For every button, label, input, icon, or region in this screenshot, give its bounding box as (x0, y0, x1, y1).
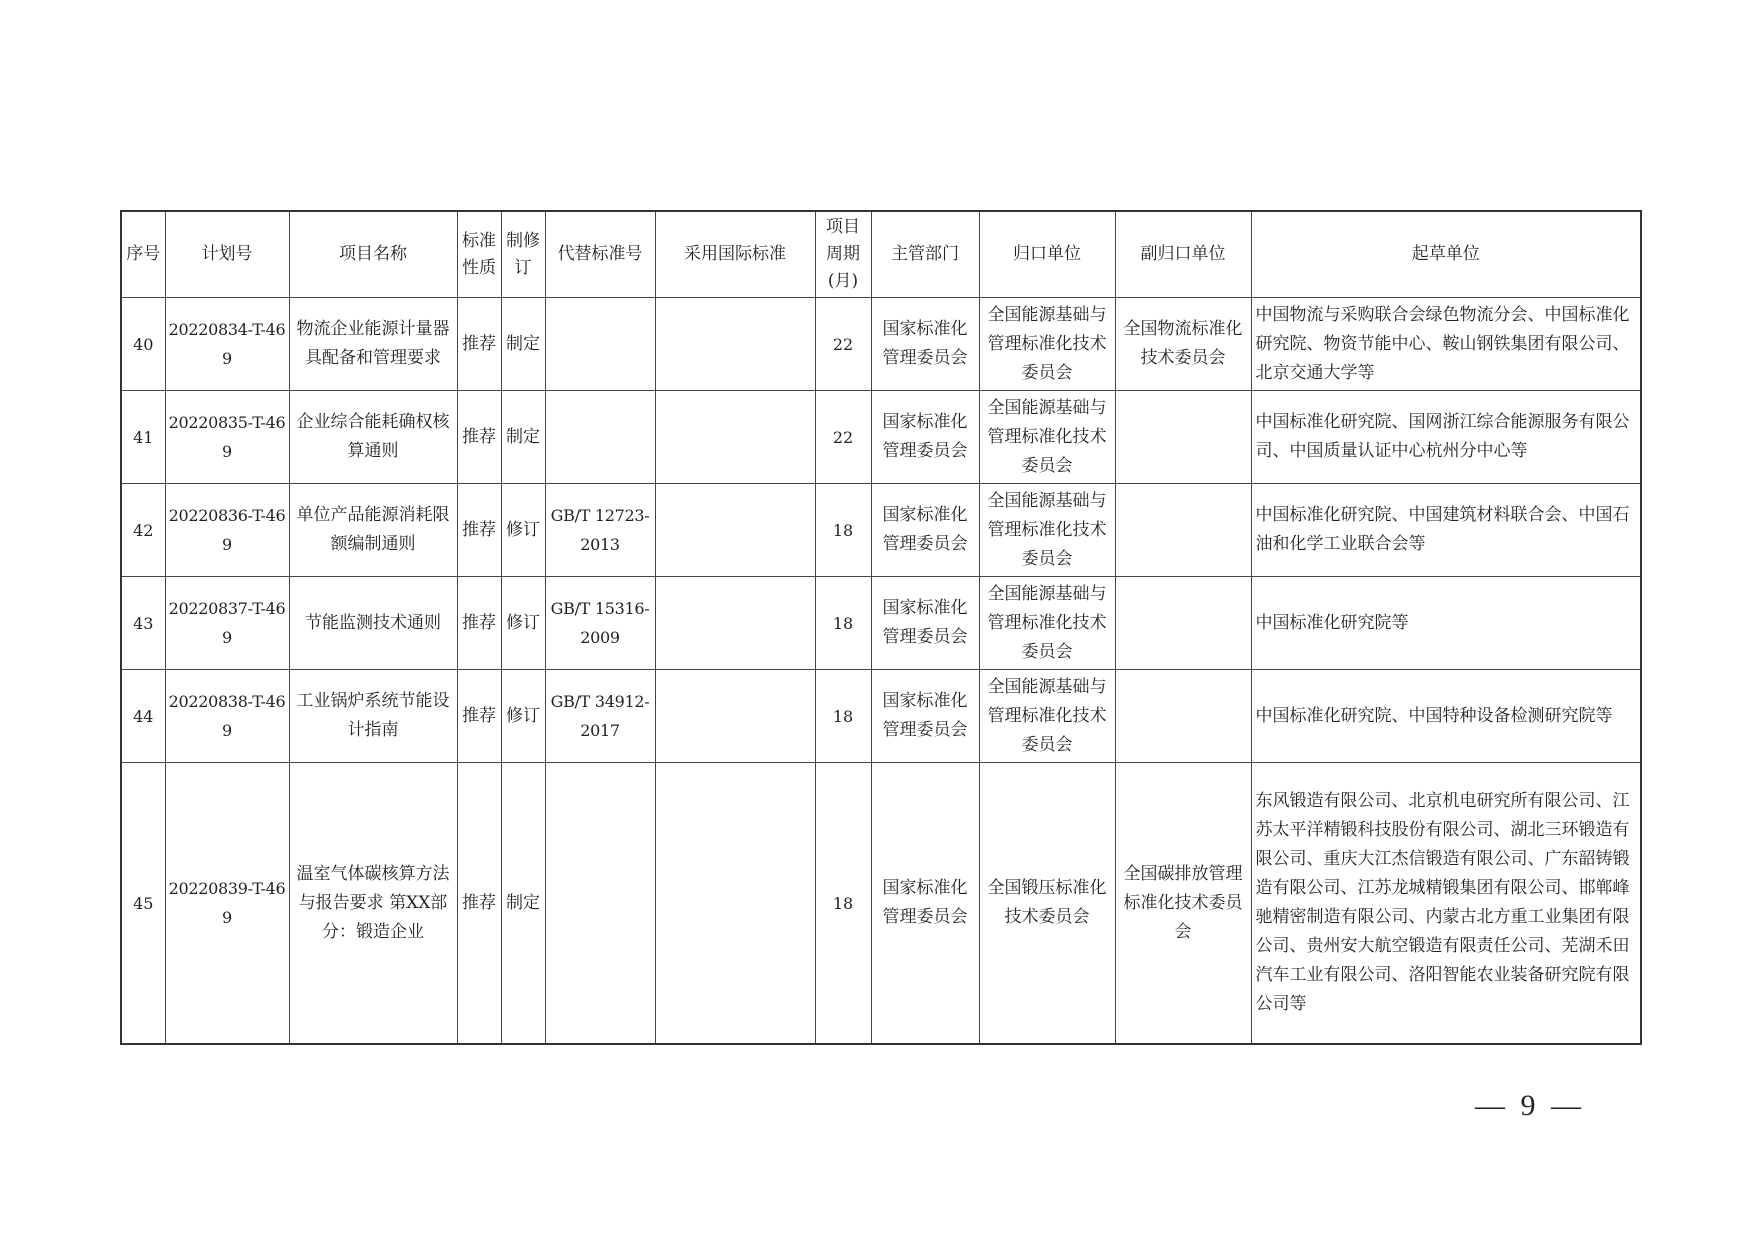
cell-revision-type: 修订 (501, 484, 545, 577)
table-row (121, 577, 1641, 670)
header-project-name: 项目名称 (289, 211, 457, 298)
cell-replaced-standard: GB/T 15316-2009 (545, 577, 655, 670)
cell-replaced-standard (545, 763, 655, 1045)
cell-drafting-units: 中国标准化研究院等 (1251, 577, 1641, 670)
cell-revision-type: 制定 (501, 391, 545, 484)
table-row (121, 298, 1641, 391)
cell-centralized-unit: 全国能源基础与管理标准化技术委员会 (979, 577, 1115, 670)
header-replaced-standard: 代替标准号 (545, 211, 655, 298)
cell-vice-centralized-unit: 全国碳排放管理标准化技术委员会 (1115, 763, 1251, 1045)
cell-department: 国家标准化管理委员会 (871, 763, 979, 1045)
cell-period: 18 (815, 763, 871, 1045)
cell-seq: 42 (121, 484, 165, 577)
table-row (121, 391, 1641, 484)
cell-international-standard (655, 670, 815, 763)
cell-revision-type: 制定 (501, 298, 545, 391)
header-nature: 标准性质 (457, 211, 501, 298)
cell-plan-number: 20220836-T-469 (165, 484, 289, 577)
cell-drafting-units: 中国物流与采购联合会绿色物流分会、中国标准化研究院、物资节能中心、鞍山钢铁集团有限公司、北京交通大学等 (1251, 298, 1641, 391)
header-period: 项目周期(月) (815, 211, 871, 298)
cell-seq: 41 (121, 391, 165, 484)
cell-replaced-standard (545, 298, 655, 391)
cell-revision-type: 制定 (501, 763, 545, 1045)
cell-seq: 40 (121, 298, 165, 391)
cell-plan-number: 20220839-T-469 (165, 763, 289, 1045)
cell-plan-number: 20220835-T-469 (165, 391, 289, 484)
table-row (121, 763, 1641, 1045)
cell-centralized-unit: 全国能源基础与管理标准化技术委员会 (979, 391, 1115, 484)
cell-drafting-units: 中国标准化研究院、国网浙江综合能源服务有限公司、中国质量认证中心杭州分中心等 (1251, 391, 1641, 484)
header-row (121, 211, 1641, 298)
cell-vice-centralized-unit (1115, 484, 1251, 577)
cell-nature: 推荐 (457, 577, 501, 670)
cell-plan-number: 20220837-T-469 (165, 577, 289, 670)
cell-centralized-unit: 全国锻压标准化技术委员会 (979, 763, 1115, 1045)
header-vice-centralized-unit: 副归口单位 (1115, 211, 1251, 298)
cell-department: 国家标准化管理委员会 (871, 670, 979, 763)
page-number: — 9 — (1475, 1089, 1585, 1122)
cell-drafting-units: 中国标准化研究院、中国特种设备检测研究院等 (1251, 670, 1641, 763)
cell-department: 国家标准化管理委员会 (871, 577, 979, 670)
cell-centralized-unit: 全国能源基础与管理标准化技术委员会 (979, 298, 1115, 391)
cell-drafting-units: 东风锻造有限公司、北京机电研究所有限公司、江苏太平洋精锻科技股份有限公司、湖北三环锻造有限公司、重庆大江杰信锻造有限公司、广东韶铸锻造有限公司、江苏龙城精锻集团有限公司、邯郸峰驰精密制造有限公司、内蒙古北方重工业集团有限公司、贵州安大航空锻造有限责任公司、芜湖禾田汽车工业有限公司、洛阳智能农业装备研究院有限公司等 (1251, 763, 1641, 1045)
header-drafting-units: 起草单位 (1251, 211, 1641, 298)
cell-project-name: 节能监测技术通则 (289, 577, 457, 670)
cell-vice-centralized-unit (1115, 577, 1251, 670)
cell-vice-centralized-unit (1115, 391, 1251, 484)
cell-department: 国家标准化管理委员会 (871, 484, 979, 577)
cell-international-standard (655, 763, 815, 1045)
cell-revision-type: 修订 (501, 670, 545, 763)
cell-replaced-standard: GB/T 34912-2017 (545, 670, 655, 763)
header-plan-number: 计划号 (165, 211, 289, 298)
cell-department: 国家标准化管理委员会 (871, 391, 979, 484)
cell-project-name: 温室气体碳核算方法与报告要求 第XX部分：锻造企业 (289, 763, 457, 1045)
cell-nature: 推荐 (457, 763, 501, 1045)
table-row (121, 670, 1641, 763)
cell-international-standard (655, 484, 815, 577)
cell-seq: 43 (121, 577, 165, 670)
cell-period: 18 (815, 670, 871, 763)
cell-vice-centralized-unit (1115, 670, 1251, 763)
cell-seq: 45 (121, 763, 165, 1045)
cell-department: 国家标准化管理委员会 (871, 298, 979, 391)
standards-plan-table (120, 210, 1642, 1045)
header-revision-type: 制修订 (501, 211, 545, 298)
cell-international-standard (655, 391, 815, 484)
cell-project-name: 工业锅炉系统节能设计指南 (289, 670, 457, 763)
header-seq: 序号 (121, 211, 165, 298)
cell-nature: 推荐 (457, 670, 501, 763)
table-row (121, 484, 1641, 577)
cell-period: 22 (815, 391, 871, 484)
cell-period: 18 (815, 484, 871, 577)
cell-centralized-unit: 全国能源基础与管理标准化技术委员会 (979, 484, 1115, 577)
cell-plan-number: 20220838-T-469 (165, 670, 289, 763)
cell-revision-type: 修订 (501, 577, 545, 670)
cell-period: 18 (815, 577, 871, 670)
cell-international-standard (655, 577, 815, 670)
cell-period: 22 (815, 298, 871, 391)
header-international-standard: 采用国际标准 (655, 211, 815, 298)
cell-seq: 44 (121, 670, 165, 763)
cell-project-name: 物流企业能源计量器具配备和管理要求 (289, 298, 457, 391)
cell-nature: 推荐 (457, 484, 501, 577)
header-department: 主管部门 (871, 211, 979, 298)
cell-international-standard (655, 298, 815, 391)
cell-centralized-unit: 全国能源基础与管理标准化技术委员会 (979, 670, 1115, 763)
cell-plan-number: 20220834-T-469 (165, 298, 289, 391)
cell-drafting-units: 中国标准化研究院、中国建筑材料联合会、中国石油和化学工业联合会等 (1251, 484, 1641, 577)
cell-nature: 推荐 (457, 391, 501, 484)
cell-vice-centralized-unit: 全国物流标准化技术委员会 (1115, 298, 1251, 391)
cell-replaced-standard (545, 391, 655, 484)
cell-nature: 推荐 (457, 298, 501, 391)
cell-replaced-standard: GB/T 12723-2013 (545, 484, 655, 577)
header-centralized-unit: 归口单位 (979, 211, 1115, 298)
cell-project-name: 单位产品能源消耗限额编制通则 (289, 484, 457, 577)
cell-project-name: 企业综合能耗确权核算通则 (289, 391, 457, 484)
